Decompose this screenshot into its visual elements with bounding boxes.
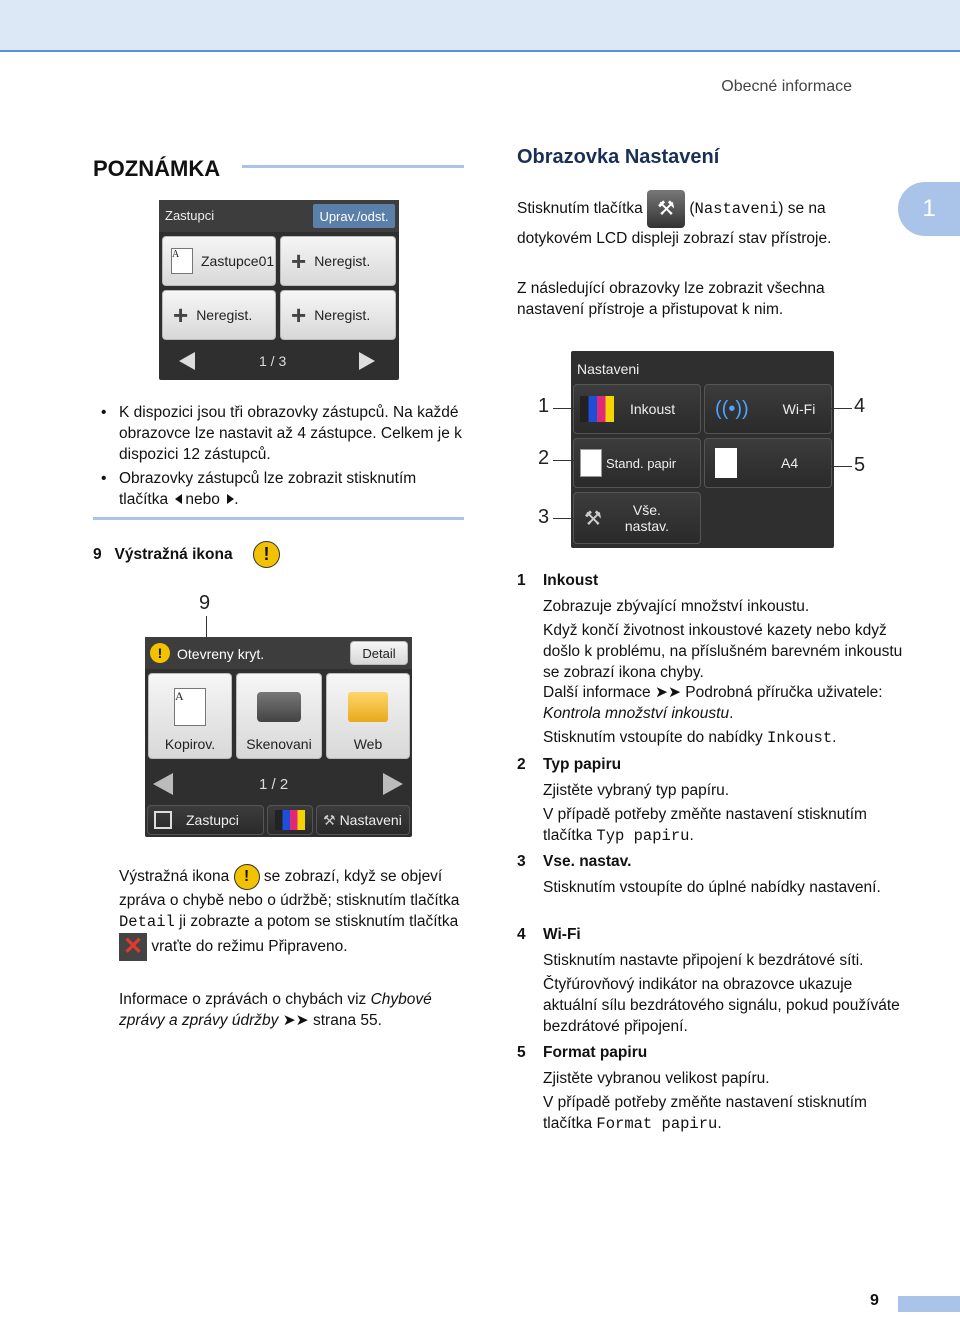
callout-line	[553, 460, 579, 461]
plus-icon: +	[291, 246, 307, 276]
document-icon: A	[171, 248, 193, 274]
tools-icon: ⚒	[584, 507, 602, 530]
double-arrow-icon: ➤➤	[282, 1012, 309, 1029]
home-lcd	[145, 637, 412, 837]
warning-icon: !	[253, 541, 280, 568]
warning-section-title: 9 Výstražná ikona	[93, 546, 233, 563]
page-number: 9	[870, 1292, 879, 1309]
callout-line	[553, 518, 579, 519]
callout-5: 5	[854, 454, 866, 476]
callout-line	[828, 408, 852, 409]
plus-icon: +	[291, 300, 307, 330]
prev-arrow-icon[interactable]	[153, 773, 173, 795]
callout-2: 2	[538, 447, 550, 469]
shortcut-label: Neregist.	[314, 307, 371, 323]
note-bullets	[93, 402, 464, 513]
shortcut-tile-4[interactable]	[280, 290, 396, 340]
shortcuts-icon	[154, 811, 172, 829]
warning-reference: Informace o zprávách o chybách viz Chybové zprávy a zprávy údržby ➤➤ strana 55.	[119, 991, 432, 1029]
top-banner	[0, 0, 960, 52]
shortcuts-lcd	[159, 200, 399, 380]
shortcuts-button[interactable]: Zastupci	[147, 805, 264, 835]
shortcuts-lcd-title: Zastupci	[165, 208, 215, 223]
close-icon: ✕	[119, 933, 147, 961]
app-label: Kopirov.	[164, 736, 216, 752]
note-title-rule	[242, 165, 464, 168]
shortcut-label: Neregist.	[196, 307, 253, 323]
ink-cartridges-icon	[275, 810, 305, 830]
settings-intro: Stisknutím tlačítka ⚒ (Nastaveni) se na dotykovém LCD displeji zobrazí stav přístroje.	[517, 190, 893, 250]
shortcut-tile-2[interactable]	[280, 236, 396, 286]
all-settings-tile[interactable]: ⚒ Vše. nastav.	[573, 492, 701, 544]
shortcut-tile-1[interactable]	[162, 236, 276, 286]
app-scan[interactable]	[236, 673, 322, 759]
next-arrow-icon[interactable]	[383, 773, 403, 795]
edit-shortcuts-button[interactable]: Uprav./odst.	[313, 204, 395, 228]
web-folder-icon	[348, 692, 388, 722]
app-web[interactable]	[326, 673, 410, 759]
callout-4: 4	[854, 395, 866, 417]
note-title: POZNÁMKA	[93, 156, 221, 181]
chapter-tab: 1	[898, 182, 960, 236]
note-bullet: • Obrazovky zástupců lze zobrazit stisknutím tlačítka nebo .	[93, 468, 464, 510]
settings-lcd	[571, 351, 834, 548]
paper-type-icon	[580, 449, 602, 477]
left-arrow-icon	[175, 494, 182, 504]
warning-icon: !	[234, 864, 260, 890]
wifi-tile[interactable]: ((•)) Wi-Fi	[704, 384, 832, 434]
page-number-bar	[898, 1296, 960, 1312]
app-copy[interactable]	[148, 673, 232, 759]
note-bullet: • K dispozici jsou tři obrazovky zástupců. Na každé obrazovce lze nastavit až 4 zástupce. Celkem je k dispozici 12 zástupců.	[93, 402, 464, 465]
prev-arrow-icon[interactable]	[179, 352, 195, 370]
callout-line	[553, 408, 579, 409]
callout-9: 9	[199, 592, 211, 614]
callout-line	[828, 466, 852, 467]
double-arrow-icon: ➤➤	[655, 684, 681, 701]
section-header: Obecné informace	[721, 78, 852, 95]
scanner-icon	[257, 692, 301, 722]
ink-button[interactable]	[267, 805, 313, 835]
ink-tile[interactable]: Inkoust	[573, 384, 701, 434]
settings-lcd-title: Nastaveni	[577, 361, 640, 377]
paper-size-icon	[715, 448, 737, 478]
status-message: Otevreny kryt.	[177, 646, 265, 662]
shortcut-label: Zastupce01	[201, 253, 275, 269]
pager: 1 / 3	[259, 353, 287, 369]
settings-title: Obrazovka Nastavení	[517, 146, 720, 168]
next-arrow-icon[interactable]	[359, 352, 375, 370]
tools-icon: ⚒	[323, 811, 336, 828]
callout-3: 3	[538, 506, 550, 528]
settings-intro-2: Z následující obrazovky lze zobrazit všechna nastavení přístroje a přistupovat k nim.	[517, 280, 825, 318]
tools-icon: ⚒	[647, 190, 685, 228]
ink-cartridges-icon	[580, 396, 614, 422]
warning-paragraph: Výstražná ikona ! se zobrazí, když se objeví zpráva o chybě nebo o údržbě; stisknutím tlačítka Detail ji zobrazte a potom se stisknutím tlačítka ✕ vraťte do režimu Připraveno.	[119, 864, 469, 961]
app-label: Skenovani	[246, 736, 312, 752]
wifi-icon: ((•))	[715, 397, 749, 420]
callout-1: 1	[538, 395, 550, 417]
shortcut-tile-3[interactable]	[162, 290, 276, 340]
paper-type-tile[interactable]: Stand. papir	[573, 438, 701, 488]
app-label: Web	[353, 736, 383, 752]
note-bottom-rule	[93, 517, 464, 520]
warning-icon[interactable]: !	[150, 643, 170, 663]
pager: 1 / 2	[259, 776, 289, 793]
plus-icon: +	[173, 300, 189, 330]
shortcut-label: Neregist.	[314, 253, 371, 269]
detail-button[interactable]: Detail	[350, 641, 408, 665]
settings-button[interactable]: ⚒ Nastaveni	[316, 805, 410, 835]
copy-icon: A	[174, 688, 206, 726]
paper-size-tile[interactable]: A4	[704, 438, 832, 488]
